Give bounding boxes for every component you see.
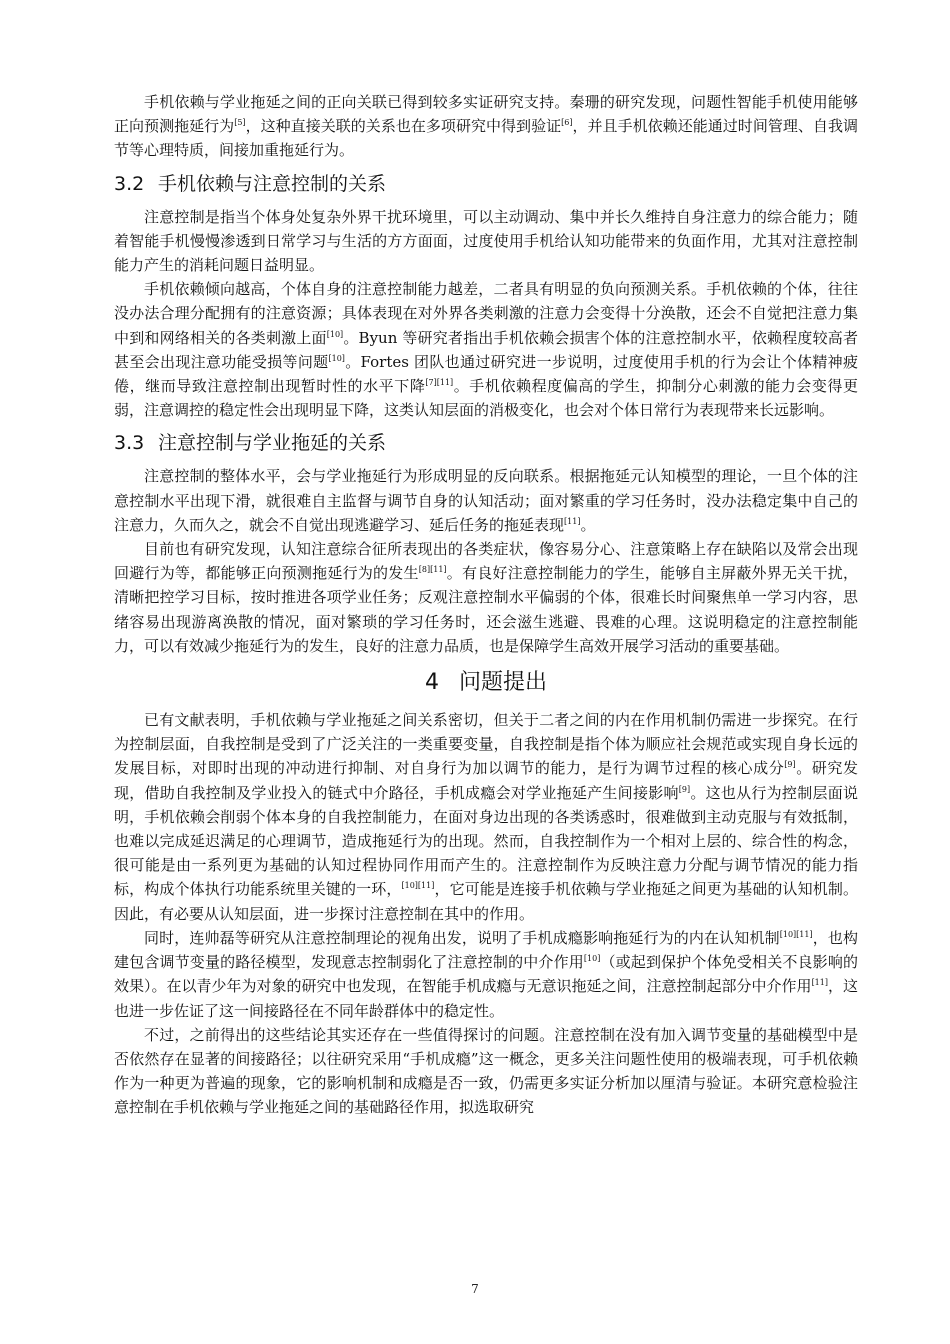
paragraph — [114, 464, 858, 537]
paragraph — [114, 1023, 858, 1120]
text-run: 。这也从行为控制层面说明，手机依赖会削弱个体本身的自我控制能力，在面对身边出现的各类诱惑时，很难做到主动克服与有效抵制，也难以完成延迟满足的心理调节，造成拖延行为的出现。然而，自我控制作为一个相对上层的、综合性的构念，很可能是由一系列更为基础的认知过程协同作用而产生的。注意控制作为反映注意力分配与调节情况的能力指标，构成个体执行功能系统里关键的一环， — [114, 783, 858, 899]
text-run: 已有文献表明，手机依赖与学业拖延之间关系密切，但关于二者之间的内在作用机制仍需进一步探究。在行为控制层面，自我控制是受到了广泛关注的一类重要变量，自我控制是指个体为顺应社会规范或实现自身长远的发展目标，对即时出现的冲动进行抑制、对自身行为加以调节的能力，是行为调节过程的核心成分 — [114, 711, 858, 778]
text-run: （或起到保护个体免受相关不良影响的效果）。在以青少年为对象的研究中也发现，在智能手机成瘾与无意识拖延之间，注意控制起部分中介作用 — [114, 953, 858, 996]
text-run: 注意控制是指当个体身处复杂外界干扰环境里，可以主动调动、集中并长久维持自身注意力的综合能力；随着智能手机慢慢渗透到日常学习与生活的方方面面，过度使用手机给认知功能带来的负面作用，尤其对注意控制能力产生的消耗问题日益明显。 — [114, 207, 858, 275]
citation: [10][11] — [401, 881, 435, 891]
text-run: 注意控制的整体水平，会与学业拖延行为形成明显的反向联系。根据拖延元认知模型的理论，一旦个体的注意控制水平出现下滑，就很难自主监督与调节自身的认知活动；面对繁重的学习任务时，没办法稳定集中自己的注意力，久而久之，就会不自觉出现逃避学习、延后任务的拖延表现 — [114, 467, 858, 534]
citation: [8][11] — [418, 565, 447, 575]
section-heading-3-3 — [114, 430, 858, 456]
chapter-number: 4 — [424, 670, 439, 696]
chapter-title: 问题提出 — [458, 670, 547, 696]
section-title: 手机依赖与注意控制的关系 — [158, 172, 387, 195]
text-run: ，这种直接关联的关系也在多项研究中得到验证 — [245, 117, 562, 136]
text-run: 。Byun 等研究者指出手机依赖会损害个体的注意控制水平，依赖程度较高者甚至会出现注意功能受损等问题 — [114, 328, 858, 371]
paragraph — [114, 537, 858, 658]
text-run: ，它可能是连接手机依赖与学业拖延之间更为基础的认知机制。因此，有必要从认知层面，进一步探讨注意控制在其中的作用。 — [114, 880, 858, 923]
paragraph — [114, 90, 858, 163]
citation: [10] — [583, 954, 601, 964]
text-run: 手机依赖与学业拖延之间的正向关联已得到较多实证研究支持。秦珊的研究发现，问题性智能手机使用能够正向预测拖延行为 — [114, 93, 858, 136]
citation: [10] — [326, 329, 344, 339]
text-run: 不过，之前得出的这些结论其实还存在一些值得探讨的问题。注意控制在没有加入调节变量的基础模型中是否依然存在显著的间接路径；以往研究采用“手机成瘾”这一概念，更多关注问题性使用的极端表现，可手机依赖作为一种更为普遍的现象，它的影响机制和成瘾是否一致，仍需更多实证分析加以厘清与验证。本研究意检验注意控制在手机依赖与学业拖延之间的基础路径作用，拟选取研究 — [114, 1025, 858, 1117]
chapter-heading-4 — [114, 668, 858, 698]
citation: [9] — [784, 760, 796, 770]
text-run: ，并且手机依赖还能通过时间管理、自我调节等心理特质，间接加重拖延行为。 — [114, 117, 858, 160]
citation: [6] — [561, 118, 573, 128]
paragraph — [114, 708, 858, 926]
citation: [11] — [811, 978, 828, 988]
citation: [9] — [678, 784, 691, 794]
text-run: 手机依赖倾向越高，个体自身的注意控制能力越差，二者具有明显的负向预测关系。手机依赖的个体，往往没办法合理分配拥有的注意资源；具体表现在对外界各类刺激的注意力会变得十分涣散，还会不自觉把注意力集中到和网络相关的各类刺激上面 — [114, 280, 858, 347]
text-run: 。Fortes 团队也通过研究进一步说明，过度使用手机的行为会让个体精神疲倦，继而导致注意控制出现暂时性的水平下降 — [114, 352, 858, 396]
citation: [7][11] — [425, 378, 454, 388]
text-run: ，这也进一步佐证了这一间接路径在不同年龄群体中的稳定性。 — [114, 977, 858, 1020]
page-number: 7 — [471, 1282, 479, 1296]
section-number: 3.3 — [114, 432, 145, 455]
paragraph — [114, 926, 858, 1023]
section-number: 3.2 — [114, 172, 145, 195]
section-heading-3-2 — [114, 171, 858, 197]
citation: [5] — [234, 118, 246, 128]
text-run: 目前也有研究发现，认知注意综合征所表现出的各类症状，像容易分心、注意策略上存在缺陷以及常会出现回避行为等，都能够正向预测拖延行为的发生 — [114, 540, 858, 583]
text-run: 。手机依赖程度偏高的学生，抑制分心刺激的能力会变得更弱，注意调控的稳定性会出现明显下降，这类认知层面的消极变化，也会对个体日常行为表现带来长远影响。 — [114, 377, 858, 420]
paragraph — [114, 277, 858, 422]
citation: [11] — [564, 516, 581, 526]
document-body — [114, 90, 858, 1120]
citation: [10] — [328, 353, 345, 363]
citation: [10][11] — [779, 929, 813, 939]
text-run: 。有良好注意控制能力的学生，能够自主屏蔽外界无关干扰，清晰把控学习目标，按时推进各项学业任务；反观注意控制水平偏弱的个体，很难长时间聚焦单一学习内容，思绪容易出现游离涣散的情况，面对繁琐的学习任务时，还会滋生逃避、畏难的心理。这说明稳定的注意控制能力，可以有效减少拖延行为的发生，良好的注意力品质，也是保障学生高效开展学习活动的重要基础。 — [114, 564, 858, 655]
text-run: 同时，连帅磊等研究从注意控制理论的视角出发，说明了手机成瘾影响拖延行为的内在认知机制 — [144, 928, 780, 947]
text-run: 。研究发现，借助自我控制及学业投入的链式中介路径，手机成瘾会对学业拖延产生间接影响 — [114, 759, 858, 802]
text-run: ，也构建包含调节变量的路径模型，发现意志控制弱化了注意控制的中介作用 — [114, 928, 858, 972]
section-title: 注意控制与学业拖延的关系 — [158, 432, 387, 455]
text-run: 。 — [580, 515, 596, 534]
paragraph — [114, 205, 858, 278]
